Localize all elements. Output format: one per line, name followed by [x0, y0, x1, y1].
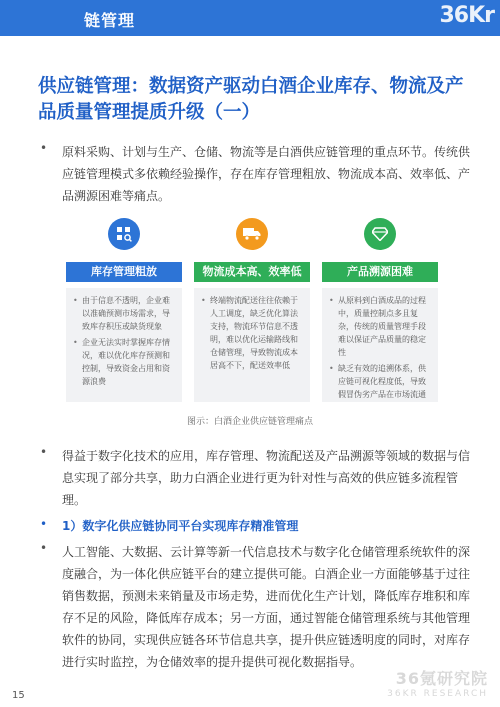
header-bar — [0, 0, 500, 36]
brand-logo: 36Kr — [439, 3, 494, 28]
intro-paragraph: 原料采购、计划与生产、仓储、物流等是白酒供应链管理的重点环节。传统供应链管理模式多依赖经验操作，存在库存管理粗放、物流成本高、效率低、产品溯源困难等痛点。 — [62, 145, 471, 203]
body-paragraph: 人工智能、大数据、云计算等新一代信息技术与数字化仓储管理系统软件的深度融合，为一体化供应链平台的建立提供可能。白酒企业一方面能够基于过往销售数据，预测未来销量及市场走势，进而优化生产计划，降低库存堆积和库存不足的风险，降低库存成本；另一方面，通过智能仓储管理系统与其他管理软件的协同，实现供应链各环节信息共享，提升供应链透明度的同时，对库存进行实时监控，为仓储效率的提升提供可视化数据指导。 — [62, 545, 471, 669]
section-title: 链管理 — [84, 11, 136, 30]
card-traceability — [322, 218, 438, 404]
card-body — [322, 288, 438, 402]
bullet-icon: • — [40, 541, 48, 555]
card-label: 产品溯源困难 — [322, 262, 438, 282]
list-item: • 缺乏有效的追溯体系，供应链可视化程度低，导致假冒伪劣产品在市场流通 — [328, 362, 432, 401]
pain-points-diagram — [66, 218, 438, 404]
footer-watermark — [387, 666, 488, 699]
card-body — [194, 288, 310, 402]
page-title: 供应链管理：数据资产驱动白酒企业库存、物流及产品质量管理提质升级（一） — [38, 76, 464, 123]
list-item: • 终端物流配送往往依赖于人工调度，缺乏优化算法支持，物流环节信息不透明，难以优化运输路线和仓储管理，导致物流成本居高不下，配送效率低 — [200, 294, 304, 372]
card-inventory — [66, 218, 182, 404]
diamond-icon — [364, 218, 396, 250]
page-number: 15 — [12, 690, 25, 701]
bullet-icon: • — [40, 517, 48, 531]
bullet-icon: • — [40, 445, 48, 459]
card-logistics — [194, 218, 310, 404]
subheading: 1）数字化供应链协同平台实现库存精准管理 — [62, 519, 299, 533]
list-item: • 企业无法实时掌握库存情况，难以优化库存预测和控制，导致资金占用和资源浪费 — [72, 336, 176, 388]
footer-brand-en: 36KR RESEARCH — [387, 689, 488, 699]
card-label: 物流成本高、效率低 — [194, 262, 310, 282]
footer-brand-cn: 36氪研究院 — [395, 669, 488, 688]
card-label: 库存管理粗放 — [66, 262, 182, 282]
card-body — [66, 288, 182, 402]
figure-caption: 图示：白酒企业供应链管理痛点 — [186, 417, 313, 427]
body-paragraph: 得益于数字化技术的应用，库存管理、物流配送及产品溯源等领域的数据与信息实现了部分共享，助力白酒企业进行更为针对性与高效的供应链多流程管理。 — [62, 449, 471, 507]
grid-search-icon — [108, 218, 140, 250]
list-item: • 从原料到白酒成品的过程中，质量控制点多且复杂，传统的质量管理手段难以保证产品质量的稳定性 — [328, 294, 432, 359]
bullet-icon: • — [40, 141, 48, 155]
truck-icon — [236, 218, 268, 250]
list-item: • 由于信息不透明，企业难以准确预测市场需求，导致库存积压或缺货现象 — [72, 294, 176, 333]
